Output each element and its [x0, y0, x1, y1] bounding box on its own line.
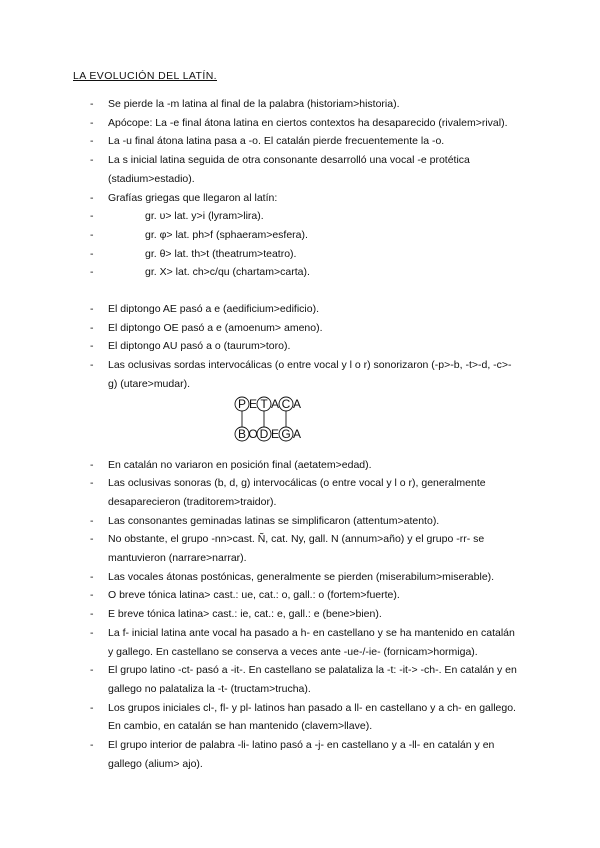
list-item-text: En catalán no variaron en posición final (aetatem>edad).: [108, 458, 372, 471]
greek-sublist: [90, 207, 518, 282]
list-item-text: El diptongo AU pasó a o (taurum>toro).: [108, 340, 291, 353]
sublist-item-text: gr. φ> lat. ph>f (sphaeram>esfera).: [145, 228, 308, 241]
list-item: [0, 300, 518, 319]
list-item: [0, 568, 518, 587]
diagram-letter-top: E: [248, 396, 258, 411]
bullet-dash: -: [90, 359, 94, 372]
list-item: [0, 151, 518, 188]
bullet-dash: -: [90, 116, 94, 129]
bullet-dash: -: [90, 514, 94, 527]
bullet-dash: -: [90, 135, 94, 148]
list-item: [0, 456, 518, 475]
list-item-text: Apócope: La -e final átona latina en ciertos contextos ha desaparecido (rivalem>rival).: [108, 116, 508, 129]
list-item: [0, 699, 518, 736]
list-item: [0, 132, 518, 151]
list-item-text: El diptongo AE pasó a e (aedificium>edificio).: [108, 303, 319, 316]
list-item: [0, 624, 518, 661]
list-item: [0, 474, 518, 511]
diagram-letter-bottom: D: [259, 426, 269, 441]
diagram-letter-bottom: G: [281, 426, 291, 441]
sonorization-diagram: [226, 394, 316, 450]
list-item-text: Las oclusivas sonoras (b, d, g) intervocálicas (o entre vocal y l o r), generalmente desaparecieron (traditorem>traidor).: [108, 477, 486, 508]
list-item-text: La s inicial latina seguida de otra consonante desarrolló una vocal -e protética (stadium>estadio).: [108, 154, 470, 185]
list-item: [0, 319, 518, 338]
list-item-text: La -u final átona latina pasa a -o. El catalán pierde frecuentemente la -o.: [108, 135, 445, 148]
content-list: [0, 95, 600, 774]
diagram-letter-bottom: E: [270, 426, 280, 441]
sub-bullet-dash: -: [90, 210, 94, 223]
sublist-item-text: gr. υ> lat. y>i (lyram>lira).: [145, 210, 264, 223]
list-item: [0, 661, 518, 698]
diagram-letter-top: T: [260, 396, 268, 411]
list-item-text: Las oclusivas sordas intervocálicas (o entre vocal y l o r) sonorizaron (-p>-b, -t>-d, -c>-g) (utare>mudar).: [108, 359, 512, 390]
bullet-dash: -: [90, 321, 94, 334]
list-item: [0, 605, 518, 624]
bullet-dash: -: [90, 664, 94, 677]
sublist-item-text: gr. X> lat. ch>c/qu (chartam>carta).: [145, 266, 310, 279]
bullet-dash: -: [90, 608, 94, 621]
petaca-bodega-diagram: [0, 394, 600, 452]
sublist-item: [0, 226, 518, 245]
diagram-letter-top: A: [292, 396, 302, 411]
list-item-text: Las consonantes geminadas latinas se simplificaron (attentum>atento).: [108, 514, 440, 527]
diagram-letter-bottom: A: [292, 426, 302, 441]
list-item: [0, 512, 518, 531]
bullet-dash: -: [90, 533, 94, 546]
bullet-dash: -: [90, 458, 94, 471]
list-item-text: La f- inicial latina ante vocal ha pasado a h- en castellano y se ha mantenido en catalán y gallego. En castellano se conserva a veces ante -ue-/-ie- (fornicam>hormiga).: [108, 626, 515, 658]
list-item-text: El grupo interior de palabra -li- latino pasó a -j- en castellano y a -ll- en catalán y en gallego (alium> ajo).: [108, 739, 495, 770]
bullet-dash: -: [90, 340, 94, 353]
bullet-dash: -: [90, 98, 94, 110]
list-item-text: Se pierde la -m latina al final de la palabra (historiam>historia).: [108, 98, 400, 110]
diagram-letter-bottom: O: [248, 426, 258, 441]
list-item-text: E breve tónica latina> cast.: ie, cat.: e, gall.: e (bene>bien).: [108, 608, 382, 621]
bullet-dash: -: [90, 701, 94, 714]
bullet-dash: -: [90, 589, 94, 602]
bullet-dash: -: [90, 303, 94, 316]
list-item-greek-spellings: [0, 189, 518, 283]
sublist-item: [0, 263, 518, 282]
blank-line: [0, 282, 600, 300]
list-item: [0, 736, 518, 773]
list-item: [0, 586, 518, 605]
list-item-text: El grupo latino -ct- pasó a -it-. En castellano se palataliza la -t: -it-> -ch-. En catalán y en gallego no palataliza la -t- (tructam>trucha).: [108, 664, 517, 695]
diagram-letter-bottom: B: [237, 426, 247, 441]
list-item: [0, 114, 518, 133]
bullet-dash: -: [90, 739, 94, 752]
diagram-letter-top: P: [237, 396, 247, 411]
diagram-letter-top: C: [281, 396, 291, 411]
list-item-text: No obstante, el grupo -nn>cast. Ñ, cat. Ny, gall. N (annum>año) y el grupo -rr- se mantuvieron (narrare>narrar).: [108, 533, 485, 565]
bullet-dash: -: [90, 626, 94, 639]
sublist-item-text: gr. θ> lat. th>t (theatrum>teatro).: [145, 247, 297, 260]
list-item: [0, 337, 518, 356]
bullet-dash: -: [90, 477, 94, 490]
page-title: LA EVOLUCIÓN DEL LATÍN.: [73, 70, 217, 82]
sub-bullet-dash: -: [90, 247, 94, 260]
sub-bullet-dash: -: [90, 266, 94, 279]
sub-bullet-dash: -: [90, 228, 94, 241]
list-item-text: Grafías griegas que llegaron al latín:: [108, 191, 278, 204]
list-item-text: El diptongo OE pasó a e (amoenum> ameno).: [108, 321, 323, 334]
sublist-item: [0, 245, 518, 264]
bullet-dash: -: [90, 570, 94, 583]
list-item: [0, 95, 518, 114]
list-item: [0, 530, 518, 567]
sublist-item: [0, 207, 518, 226]
bullet-dash: -: [90, 154, 94, 167]
bullet-dash: -: [90, 191, 94, 204]
list-item-text: Los grupos iniciales cl-, fl- y pl- latinos han pasado a ll- en castellano y a ch- en gallego. En cambio, en catalán se han mantenido (clavem>llave).: [108, 701, 516, 733]
diagram-letter-top: A: [270, 396, 280, 411]
list-item: [0, 356, 518, 393]
list-item-text: Las vocales átonas postónicas, generalmente se pierden (miserabilum>miserable).: [108, 570, 495, 583]
list-item-text: O breve tónica latina> cast.: ue, cat.: o, gall.: o (fortem>fuerte).: [108, 589, 400, 602]
